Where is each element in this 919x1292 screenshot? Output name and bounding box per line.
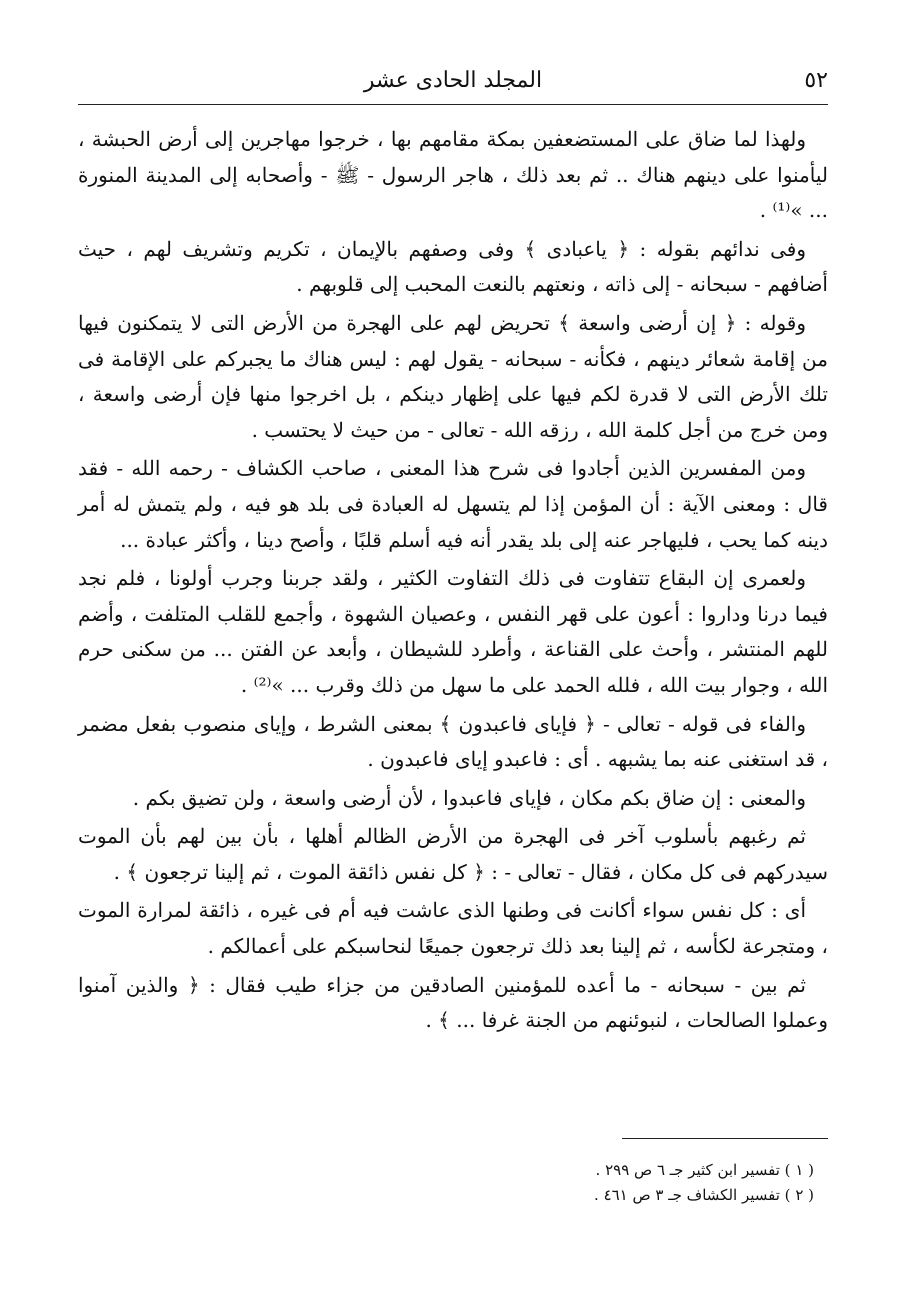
paragraph: ولهذا لما ضاق على المستضعفين بمكة مقامهم بها ، خرجوا مهاجرين إلى أرض الحبشة ، ليأمنوا على دينهم هناك .. ثم بعد ذلك ، هاجر الرسول - ﷺ - وأصحابه إلى المدينة المنورة ... »⁽¹⁾ . [78, 127, 828, 223]
page-number: ٥٢ [804, 68, 828, 93]
paragraph: ولعمرى إن البقاع تتفاوت فى ذلك التفاوت الكثير ، ولقد جربنا وجرب أولونا ، فلم نجد فيما درنا وداروا : أعون على قهر النفس ، وعصيان الشهوة ، وأجمع للقلب المتلفت ، وأضم للهم المنتشر ، وأحث على القناعة ، وأطرد للشيطان ، وأبعد عن الفتن ... من سكنى حرم الله ، وجوار بيت الله ، فلله الحمد على ما سهل من ذلك وقرب ... »⁽²⁾ . [78, 566, 828, 697]
paragraph: وفى ندائهم بقوله : ﴿ ياعبادى ﴾ وفى وصفهم بالإيمان ، تكريم وتشريف لهم ، حيث أضافهم - سبحانه - إلى ذاته ، ونعتهم بالنعت المحبب إلى قلوبهم . [78, 236, 828, 297]
paragraph: والفاء فى قوله - تعالى - ﴿ فإياى فاعبدون ﴾ بمعنى الشرط ، وإياى منصوب بفعل مضمر ، قد استغنى عنه بما يشبهه . أى : فاعبدو إياى فاعبدون . [78, 711, 828, 772]
page-body [78, 122, 828, 1042]
footnote: ( ١ ) تفسير ابن كثير جـ ٦ ص ٢٩٩ . [595, 1161, 814, 1179]
header-rule [78, 104, 828, 105]
paragraph: ثم بين - سبحانه - ما أعده للمؤمنين الصادقين من جزاء طيب فقال : ﴿ والذين آمنوا وعملوا الصالحات ، لنبوئنهم من الجنة غرفا ... ﴾ . [78, 972, 828, 1033]
paragraph: ومن المفسرين الذين أجادوا فى شرح هذا المعنى ، صاحب الكشاف - رحمه الله - فقد قال : ومعنى الآية : أن المؤمن إذا لم يتسهل له العبادة فى بلد هو فيه ، ولم يتمش له أمر دينه كما يحب ، فليهاجر عنه إلى بلد يقدر أنه فيه أسلم قلبًا ، وأصح دينا ، وأكثر عبادة ... [78, 456, 828, 552]
footnotes [78, 1158, 814, 1208]
footnote: ( ٢ ) تفسير الكشاف جـ ٣ ص ٤٦١ . [594, 1186, 814, 1204]
footnote-rule [622, 1138, 828, 1139]
paragraph: والمعنى : إن ضاق بكم مكان ، فإياى فاعبدوا ، لأن أرضى واسعة ، ولن تضيق بكم . [132, 785, 806, 810]
running-title: المجلد الحادى عشر [363, 68, 543, 93]
paragraph: أى : كل نفس سواء أكانت فى وطنها الذى عاشت فيه أم فى غيره ، ذائقة لمرارة الموت ، ومتجرعة لكأسه ، ثم إلينا بعد ذلك ترجعون جميعًا لنحاسبكم على أعمالكم . [78, 898, 828, 959]
paragraph: وقوله : ﴿ إن أرضى واسعة ﴾ تحريض لهم على الهجرة من الأرض التى لا يتمكنون فيها من إقامة شعائر دينهم ، فكأنه - سبحانه - يقول لهم : ليس هناك ما يجبركم على الإقامة فى تلك الأرض التى لا قدرة لكم فيها على إظهار دينكم ، بل اخرجوا منها فإن أرضى واسعة ، ومن خرج من أجل كلمة الله ، رزقه الله - تعالى - من حيث لا يحتسب . [78, 310, 828, 442]
page-header [78, 66, 828, 96]
paragraph: ثم رغبهم بأسلوب آخر فى الهجرة من الأرض الظالم أهلها ، بأن بين لهم بأن الموت سيدركهم فى كل مكان ، فقال - تعالى - : ﴿ كل نفس ذائقة الموت ، ثم إلينا ترجعون ﴾ . [78, 824, 828, 884]
